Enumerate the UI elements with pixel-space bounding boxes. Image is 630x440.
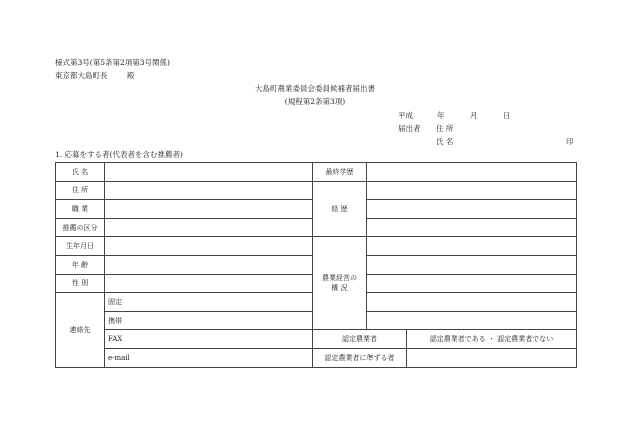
farm-overview-label-line1: 農業経営の [322,274,357,283]
farm-overview-field-4[interactable] [367,293,577,312]
occupation-label: 職 業 [56,200,105,219]
name-field[interactable] [105,163,313,182]
birthdate-field[interactable] [105,237,313,256]
document-subtitle: (規程第2条第3項) [284,97,346,106]
occupation-field[interactable] [105,200,313,219]
date-month: 月 [470,111,478,120]
table-row [56,163,577,182]
email-label: e-mail [108,353,130,362]
age-field[interactable] [105,255,313,274]
document-title: 大島町農業委員会委員候補者届出書 [255,84,375,93]
address-label: 住 所 [56,181,105,200]
date-day: 日 [503,111,511,120]
mobile-field[interactable] [105,311,313,330]
quasi-certified-field[interactable] [407,348,577,367]
quasi-certified-label: 認定農業者に準ずる者 [313,348,407,367]
education-field[interactable] [367,163,577,182]
email-field[interactable] [105,348,313,367]
farm-overview-label [313,237,367,330]
career-field-2[interactable] [367,200,577,219]
farm-overview-field-5[interactable] [367,311,577,330]
fax-label: FAX [108,335,123,344]
fax-field[interactable] [105,330,313,349]
table-row [56,330,577,349]
recommendation-label: 推薦の区分 [56,218,105,237]
farm-overview-field-1[interactable] [367,237,577,256]
submitter-label: 届出者 [398,124,421,133]
date-era: 平成 [398,111,413,120]
submitter-name-label: 氏 名 [436,137,454,146]
date-year: 年 [437,111,445,120]
table-row [56,237,577,256]
application-form-table [55,162,577,368]
name-label: 氏 名 [56,163,105,182]
table-row [56,348,577,367]
farm-overview-field-3[interactable] [367,274,577,293]
contact-label: 連絡先 [56,293,105,367]
landline-field[interactable] [105,293,313,312]
age-label: 年 齢 [56,255,105,274]
gender-field[interactable] [105,274,313,293]
form-number: 様式第3号(第5条第2項第3号関係) [55,58,170,67]
certified-farmer-options[interactable]: 認定農業者である ・ 認定農業者でない [407,330,577,349]
career-label: 経 歴 [313,181,367,237]
career-field-3[interactable] [367,218,577,237]
certified-farmer-label: 認定農業者 [313,330,407,349]
mobile-label: 携帯 [108,316,122,325]
education-label: 最終学歴 [313,163,367,182]
address-field[interactable] [105,181,313,200]
landline-label: 固定 [108,297,122,306]
submitter-address-label: 住 所 [436,124,454,133]
seal-mark: 印 [566,137,574,146]
recommendation-field[interactable] [105,218,313,237]
table-row [56,181,577,200]
section1-title: 1. 応募をする者(代表者を含む推薦者) [55,150,183,159]
addressee: 東京都大島町長 [55,71,108,80]
gender-label: 性 別 [56,274,105,293]
addressee-honorific: 殿 [127,71,135,80]
farm-overview-field-2[interactable] [367,255,577,274]
birthdate-label: 生年月日 [56,237,105,256]
farm-overview-label-line2: 概 況 [331,284,348,293]
career-field-1[interactable] [367,181,577,200]
